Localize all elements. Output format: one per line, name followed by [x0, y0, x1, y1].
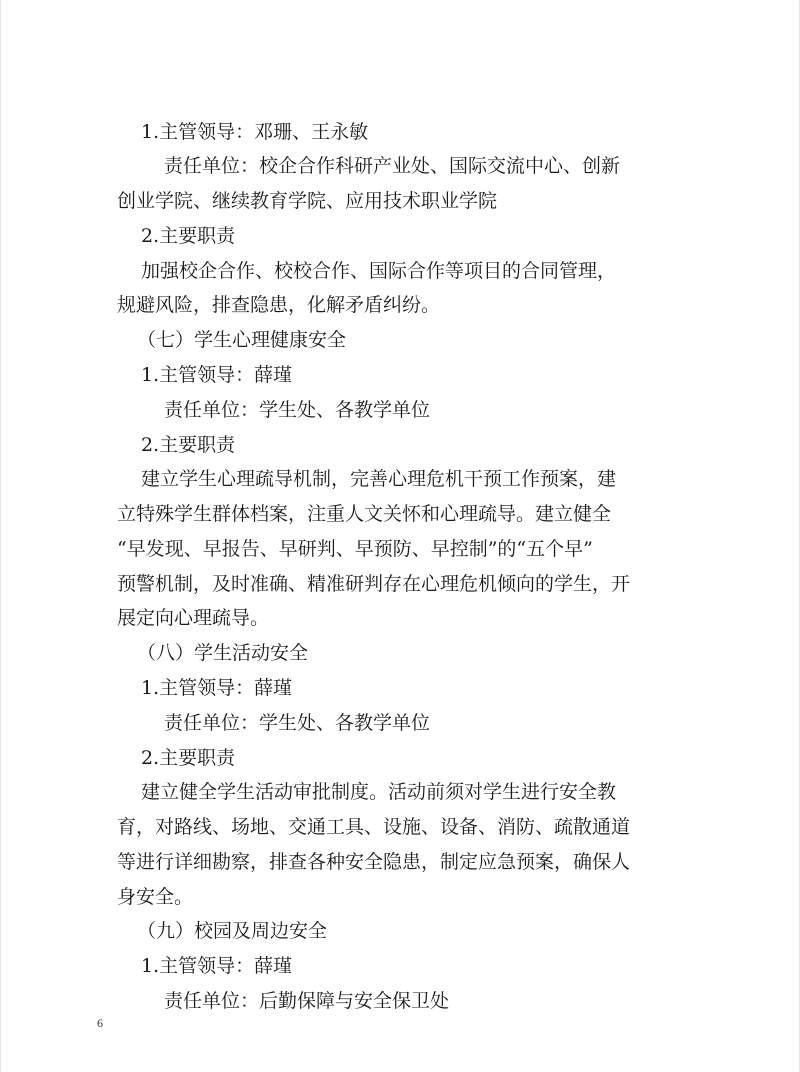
text-line: 1.主管领导：邓珊、王永敏 [141, 121, 369, 143]
text-line: 育，对路线、场地、交通工具、设施、设备、消防、疏散通道 [117, 816, 631, 838]
text-line: 1.主管领导：薛瑾 [141, 364, 293, 386]
section-heading: （七）学生心理健康安全 [137, 329, 347, 351]
text-line: 1.主管领导：薛瑾 [141, 955, 293, 977]
page-number: 6 [97, 1016, 103, 1030]
text-line: 加强校企合作、校校合作、国际合作等项目的合同管理， [141, 260, 617, 282]
text-line: 责任单位：后勤保障与安全保卫处 [164, 990, 450, 1012]
text-line: 等进行详细勘察，排查各种安全隐患，制定应急预案，确保人 [117, 851, 631, 873]
section-heading: （九）校园及周边安全 [137, 920, 328, 942]
text-line: 1.主管领导：薛瑾 [141, 677, 293, 699]
text-line: 展定向心理疏导。 [117, 607, 270, 629]
text-line: 责任单位：校企合作科研产业处、国际交流中心、创新 [164, 155, 621, 177]
text-line: 预警机制，及时准确、精准研判存在心理危机倾向的学生，开 [117, 573, 631, 595]
text-line: 规避风险，排查隐患，化解矛盾纠纷。 [117, 294, 441, 316]
text-line: 创业学院、继续教育学院、应用技术职业学院 [117, 190, 498, 212]
text-line: 建立学生心理疏导机制，完善心理危机干预工作预案，建 [141, 468, 617, 490]
text-line: 立特殊学生群体档案，注重人文关怀和心理疏导。建立健全 [117, 503, 612, 525]
text-line: 2.主要职责 [141, 434, 236, 456]
text-line: 建立健全学生活动审批制度。活动前须对学生进行安全教 [141, 781, 617, 803]
section-heading: （八）学生活动安全 [137, 642, 309, 664]
text-line: 身安全。 [117, 886, 194, 908]
text-line: 责任单位：学生处、各教学单位 [164, 712, 431, 734]
text-line: 2.主要职责 [141, 747, 236, 769]
text-line: 责任单位：学生处、各教学单位 [164, 399, 431, 421]
text-line: “早发现、早报告、早研判、早预防、早控制”的“五个早” [117, 538, 593, 560]
text-line: 2.主要职责 [141, 225, 236, 247]
